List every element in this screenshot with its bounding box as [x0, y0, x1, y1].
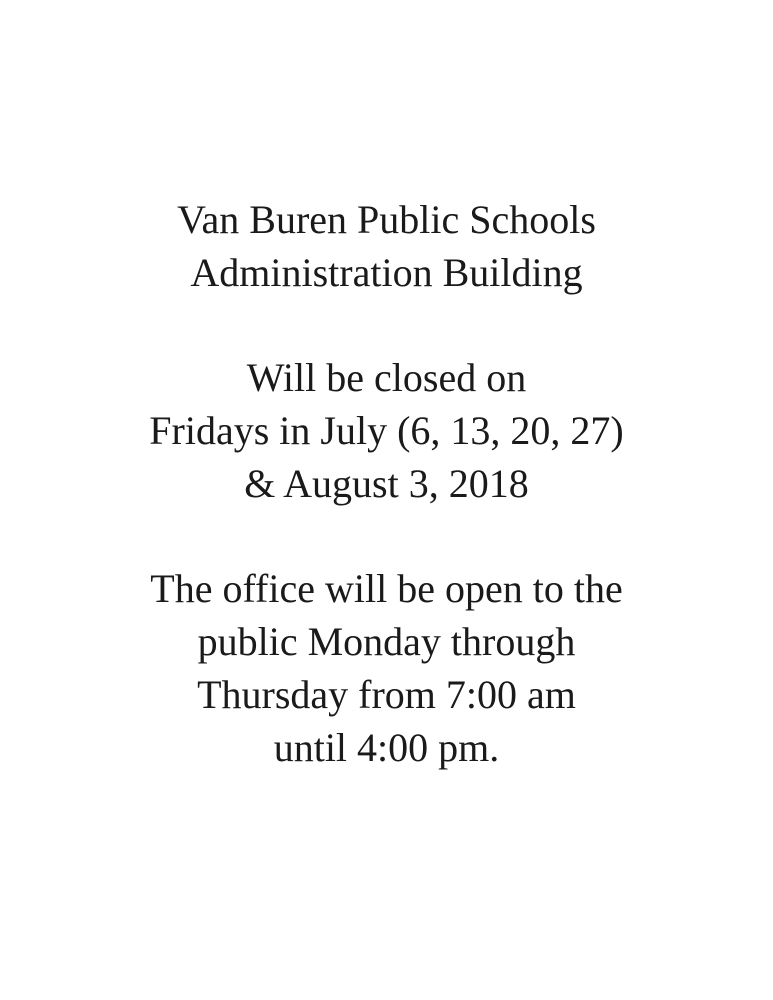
spacer: [0, 510, 773, 562]
notice-heading: [0, 193, 773, 299]
hours-line-3: Thursday from 7:00 am: [197, 672, 576, 717]
hours-line-1: The office will be open to the: [150, 566, 623, 611]
closure-line-august: & August 3, 2018: [244, 461, 529, 506]
hours-line-2: public Monday through: [197, 619, 576, 664]
spacer: [0, 299, 773, 351]
closure-line-july: Fridays in July (6, 13, 20, 27): [149, 408, 624, 453]
closure-dates: [0, 351, 773, 510]
closure-notice: [0, 193, 773, 774]
heading-line-district: Van Buren Public Schools: [177, 197, 596, 242]
heading-line-building: Administration Building: [190, 250, 583, 295]
hours-line-4: until 4:00 pm.: [273, 725, 500, 770]
office-hours: [0, 562, 773, 774]
closure-line-intro: Will be closed on: [246, 355, 527, 400]
